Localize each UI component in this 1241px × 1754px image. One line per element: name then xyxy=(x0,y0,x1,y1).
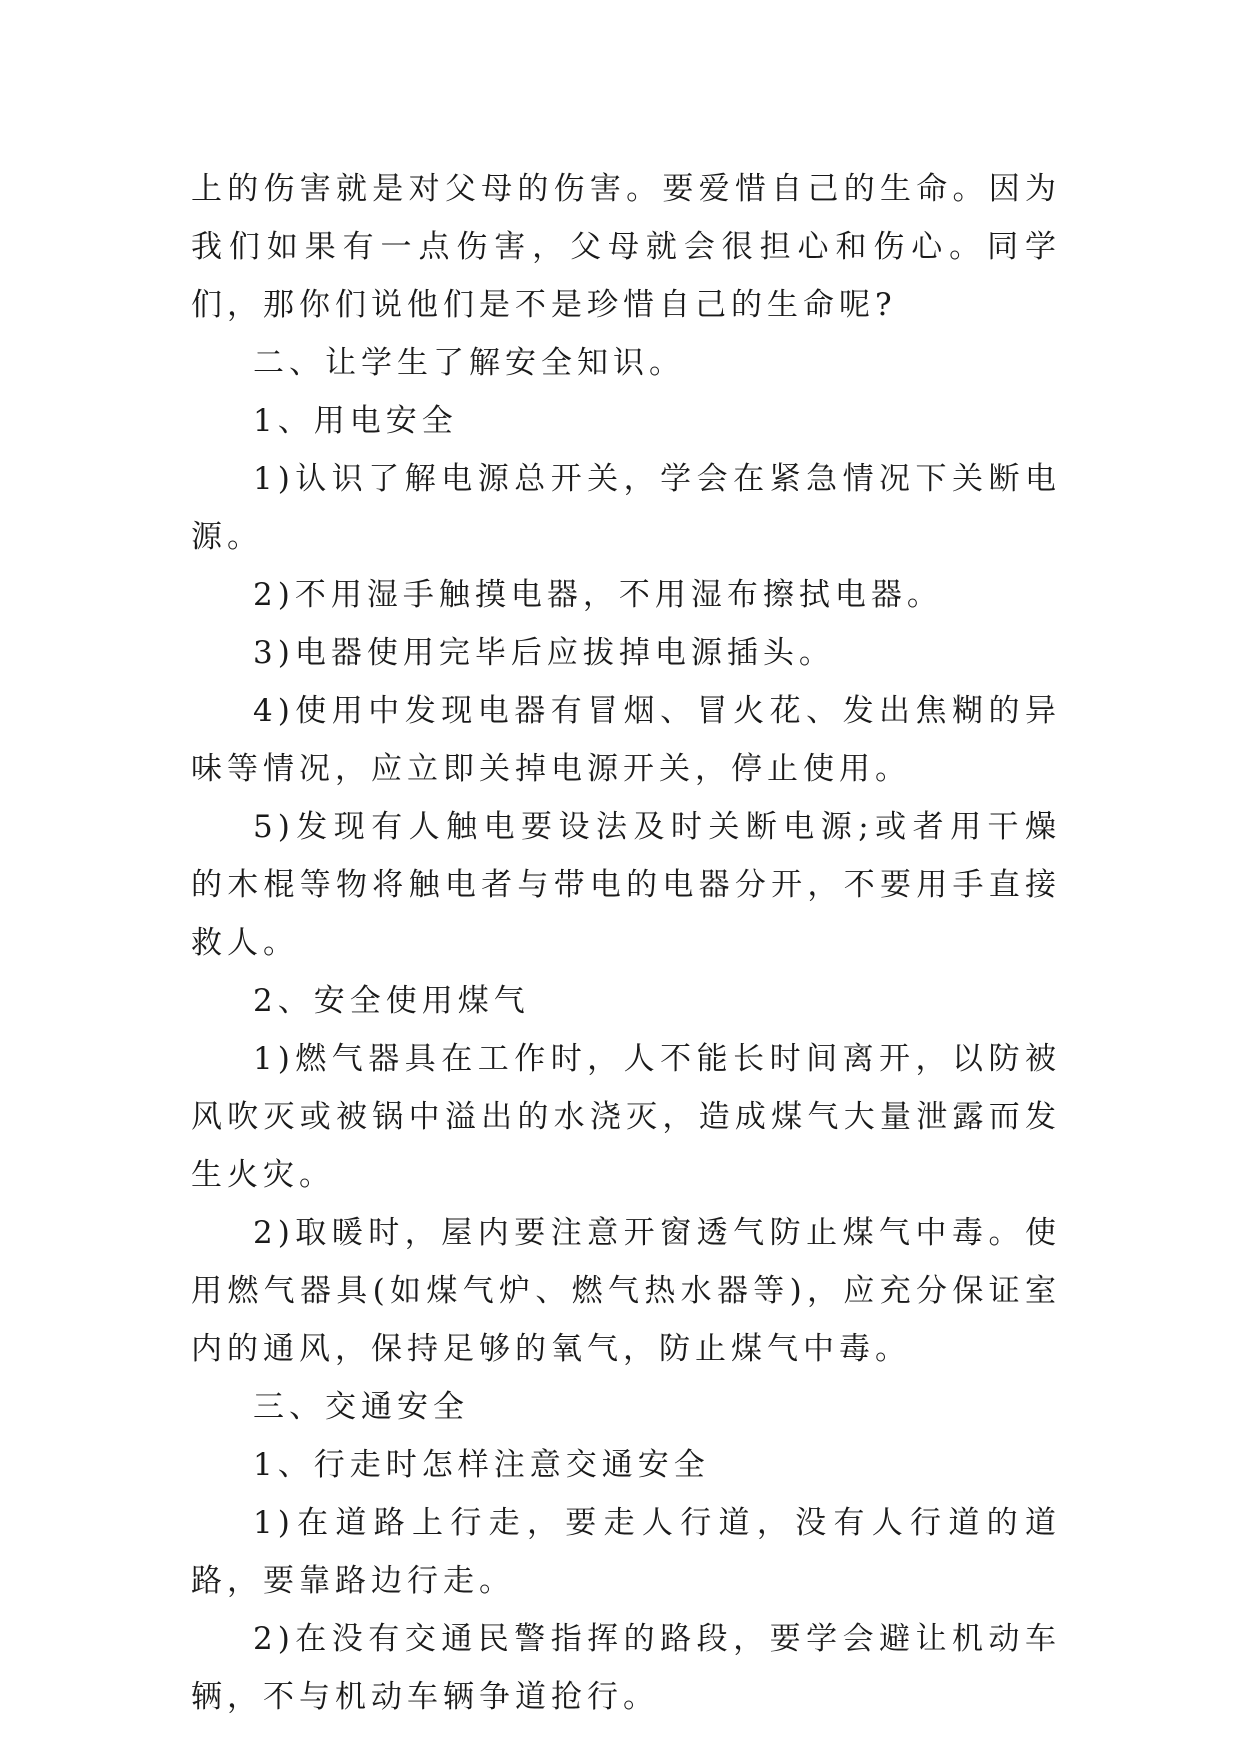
paragraph: 上的伤害就是对父母的伤害。要爱惜自己的生命。因为我们如果有一点伤害，父母就会很担心和伤心。同学们，那你们说他们是不是珍惜自己的生命呢? xyxy=(191,171,1061,323)
section-heading: 二、让学生了解安全知识。 xyxy=(253,345,685,381)
list-item: 2)在没有交通民警指挥的路段，要学会避让机动车辆，不与机动车辆争道抢行。 xyxy=(191,1621,1061,1715)
list-item: 1)在道路上行走，要走人行道，没有人行道的道路，要靠路边行走。 xyxy=(191,1505,1061,1599)
subsection-heading: 1、行走时怎样注意交通安全 xyxy=(253,1447,710,1483)
list-item: 3)电器使用完毕后应拔掉电源插头。 xyxy=(253,635,835,671)
list-item: 5)发现有人触电要设法及时关断电源;或者用干燥的木棍等物将触电者与带电的电器分开，不要用手直接救人。 xyxy=(191,809,1061,961)
document-page xyxy=(191,160,1061,1726)
list-item: 2)不用湿手触摸电器，不用湿布擦拭电器。 xyxy=(253,577,943,613)
list-item: 4)使用中发现电器有冒烟、冒火花、发出焦糊的异味等情况，应立即关掉电源开关，停止使用。 xyxy=(191,693,1061,787)
list-item: 2)取暖时，屋内要注意开窗透气防止煤气中毒。使用燃气器具(如煤气炉、燃气热水器等)，应充分保证室内的通风，保持足够的氧气，防止煤气中毒。 xyxy=(191,1215,1061,1367)
section-heading: 三、交通安全 xyxy=(253,1389,469,1425)
subsection-heading: 1、用电安全 xyxy=(253,403,458,439)
subsection-heading: 2、安全使用煤气 xyxy=(253,983,530,1019)
list-item: 1)燃气器具在工作时，人不能长时间离开，以防被风吹灭或被锅中溢出的水浇灭，造成煤气大量泄露而发生火灾。 xyxy=(191,1041,1061,1193)
list-item: 1)认识了解电源总开关，学会在紧急情况下关断电源。 xyxy=(191,461,1061,555)
